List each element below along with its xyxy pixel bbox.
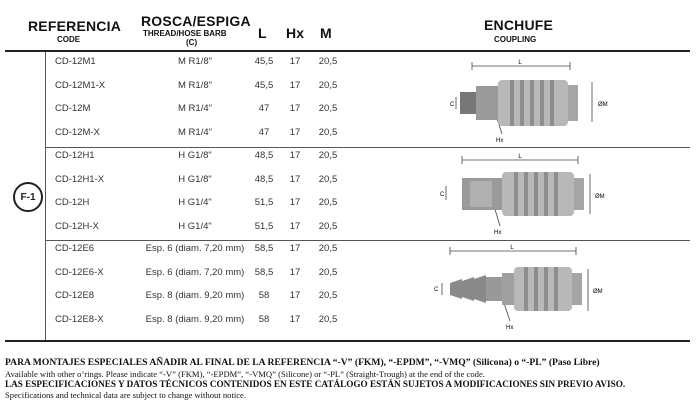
cell-m: 20,5: [318, 313, 338, 325]
cell-m: 20,5: [318, 56, 338, 67]
cell-m: 20,5: [318, 243, 338, 254]
cell-code: CD-12H-X: [55, 220, 99, 232]
header-coupling: COUPLING: [494, 35, 537, 44]
cell-hx: 17: [289, 173, 301, 185]
cell-code: CD-12E6-X: [55, 266, 104, 278]
cell-code: CD-12H1-X: [55, 173, 105, 185]
cell-m: 20,5: [318, 79, 338, 91]
cell-m: 20,5: [318, 266, 338, 278]
cell-thread: H G1/8": [178, 150, 212, 161]
header-thread: THREAD/HOSE BARB: [143, 29, 227, 38]
cell-thread: M R1/8": [178, 79, 212, 91]
cell-m: 20,5: [318, 173, 338, 185]
header-code: CODE: [57, 35, 81, 44]
cell-thread: H G1/8": [178, 173, 212, 185]
cell-hx: 17: [289, 243, 301, 254]
cell-m: 20,5: [318, 126, 338, 138]
cell-l: 58,5: [254, 266, 274, 278]
footer-disclaimer-es: LAS ESPECIFICACIONES Y DATOS TÉCNICOS CONTENIDOS EN ESTE CATÁLOGO ESTÁN SUJETOS A MODIFICACIONES SIN PREVIO AVISO.: [5, 379, 626, 389]
footer-special-assemblies-en: Available with other o’rings. Please indicate “-V” (FKM), “-EPDM”, “-VMQ” (Silicone) or “-PL” (Straight-Trough) at the end of the code.: [5, 369, 485, 379]
cell-l: 47: [258, 103, 270, 114]
header-l: L: [258, 25, 267, 41]
dim-hx-label: Hx: [496, 138, 504, 144]
group-label-badge: F-1: [13, 182, 43, 212]
cell-code: CD-12M1-X: [55, 79, 106, 91]
cell-l: 51,5: [254, 220, 274, 232]
cell-code: CD-12M: [55, 103, 91, 114]
header-hx: Hx: [286, 25, 305, 41]
footer-special-assemblies-es: PARA MONTAJES ESPECIALES AÑADIR AL FINAL DE LA REFERENCIA “-V” (FKM), “-EPDM”, “-VMQ” (Silicona) o “-PL” (Paso Libre): [5, 357, 600, 368]
cell-l: 45,5: [254, 79, 274, 91]
dim-l-label: L: [518, 154, 522, 160]
cell-code: CD-12E8: [55, 290, 95, 301]
dim-m-label: ØM: [595, 194, 605, 200]
cell-l: 58: [258, 290, 270, 301]
header-referencia: REFERENCIA: [28, 18, 122, 34]
cell-l: 58: [258, 313, 270, 325]
header-m: M: [320, 25, 332, 41]
cell-hx: 17: [289, 103, 301, 114]
dim-hx-label: Hx: [494, 230, 502, 236]
cell-hx: 17: [289, 290, 301, 301]
cell-m: 20,5: [318, 150, 338, 161]
cell-thread: Esp. 6 (diam. 7,20 mm): [145, 243, 245, 254]
group-divider: [45, 52, 46, 340]
cell-code: CD-12M-X: [55, 126, 100, 138]
cell-code: CD-12H: [55, 197, 90, 208]
cell-thread: Esp. 8 (diam. 9,20 mm): [145, 313, 245, 325]
cell-code: CD-12E8-X: [55, 313, 104, 325]
cell-thread: Esp. 8 (diam. 9,20 mm): [145, 290, 245, 301]
cell-thread: M R1/8": [178, 56, 212, 67]
cell-m: 20,5: [318, 290, 338, 301]
cell-m: 20,5: [318, 103, 338, 114]
cell-hx: 17: [289, 150, 301, 161]
cell-code: CD-12E6: [55, 243, 95, 254]
cell-l: 48,5: [254, 150, 274, 161]
cell-hx: 17: [289, 197, 301, 208]
cell-code: CD-12H1: [55, 150, 95, 161]
cell-l: 58,5: [254, 243, 274, 254]
cell-hx: 17: [289, 79, 301, 91]
dim-hx-label: Hx: [506, 325, 514, 331]
coupling-drawing-hose-barb: [420, 241, 620, 333]
cell-hx: 17: [289, 220, 301, 232]
cell-hx: 17: [289, 126, 301, 138]
dim-l-label: L: [518, 60, 522, 66]
cell-hx: 17: [289, 266, 301, 278]
footer-disclaimer-en: Specifications and technical data are subject to change without notice.: [5, 390, 247, 400]
dim-c-label: C: [450, 102, 455, 108]
coupling-drawing-female: [420, 148, 620, 240]
coupling-drawing-male: [420, 52, 620, 144]
header-rosca: ROSCA/ESPIGA: [141, 13, 251, 29]
cell-thread: M R1/4": [178, 103, 212, 114]
dim-c-label: C: [434, 287, 439, 293]
table-bottom-rule: [5, 340, 690, 342]
cell-l: 45,5: [254, 56, 274, 67]
cell-thread: Esp. 6 (diam. 7,20 mm): [145, 266, 245, 278]
cell-l: 48,5: [254, 173, 274, 185]
cell-l: 51,5: [254, 197, 274, 208]
dim-m-label: ØM: [598, 102, 608, 108]
cell-m: 20,5: [318, 197, 338, 208]
cell-thread: H G1/4": [178, 220, 212, 232]
dim-m-label: ØM: [593, 289, 603, 295]
dim-l-label: L: [510, 245, 514, 251]
header-thread-c: (C): [186, 38, 198, 47]
cell-hx: 17: [289, 313, 301, 325]
cell-thread: M R1/4": [178, 126, 212, 138]
cell-hx: 17: [289, 56, 301, 67]
cell-thread: H G1/4": [178, 197, 212, 208]
cell-l: 47: [258, 126, 270, 138]
dim-c-label: C: [440, 192, 445, 198]
cell-m: 20,5: [318, 220, 338, 232]
header-enchufe: ENCHUFE: [484, 17, 554, 33]
cell-code: CD-12M1: [55, 56, 96, 67]
